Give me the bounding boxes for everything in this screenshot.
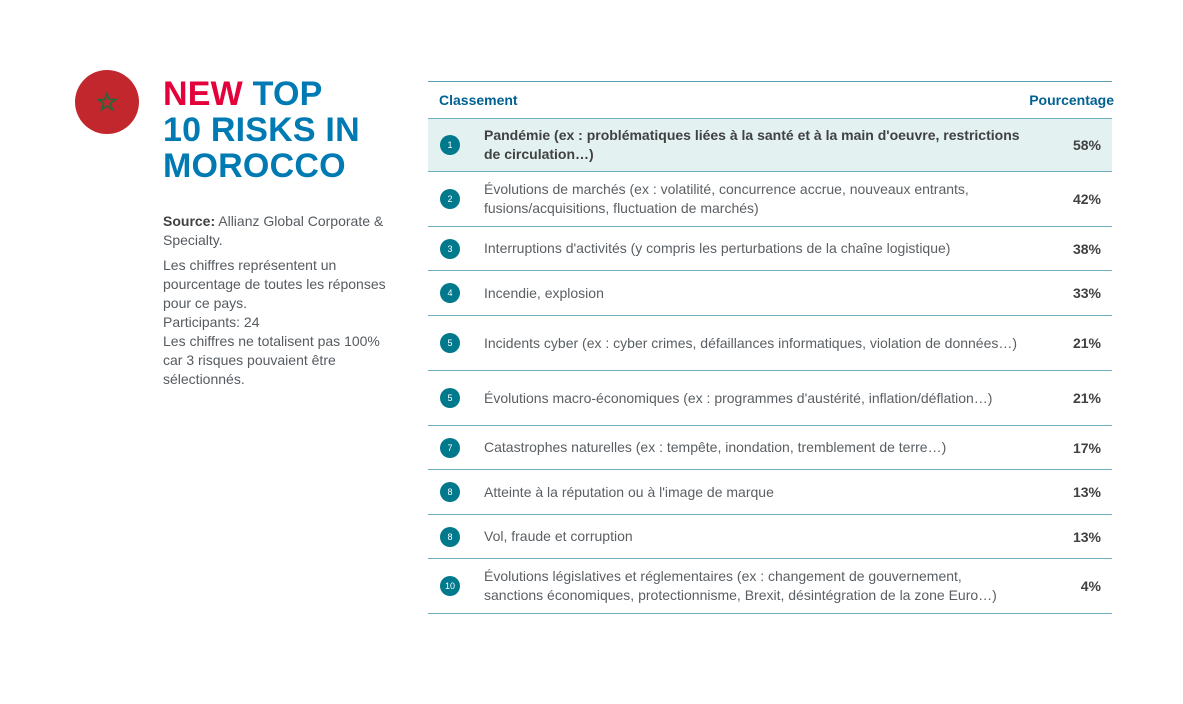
rank-badge: 3 bbox=[440, 239, 460, 259]
morocco-flag-icon bbox=[75, 70, 139, 134]
risk-label: Vol, fraude et corruption bbox=[484, 528, 633, 544]
risk-percentage: 21% bbox=[1072, 390, 1101, 406]
table-row bbox=[428, 315, 1112, 370]
note-participants: Participants: 24 bbox=[163, 314, 260, 330]
rank-badge: 10 bbox=[440, 576, 460, 596]
note-percentage: Les chiffres représentent un pourcentage de toutes les réponses pour ce pays. bbox=[163, 257, 386, 311]
risk-percentage: 4% bbox=[1080, 578, 1101, 594]
source-text: Allianz Global Corporate & Specialty. bbox=[163, 213, 384, 248]
risk-table bbox=[428, 81, 1112, 614]
rank-badge: 5 bbox=[440, 333, 460, 353]
risk-percentage: 33% bbox=[1072, 285, 1101, 301]
table-row bbox=[428, 226, 1112, 270]
rank-badge: 1 bbox=[440, 135, 460, 155]
table-row bbox=[428, 558, 1112, 614]
rank-badge: 7 bbox=[440, 438, 460, 458]
risk-label: Catastrophes naturelles (ex : tempête, inondation, tremblement de terre…) bbox=[484, 439, 947, 455]
risk-label: Évolutions législatives et réglementaires (ex : changement de gouvernement, sanctions économiques, protectionnisme, Brexit, désintégration de la zone Euro…) bbox=[484, 568, 997, 603]
rank-badge: 8 bbox=[440, 482, 460, 502]
header-percentage: Pourcentage bbox=[1029, 92, 1114, 108]
table-row bbox=[428, 171, 1112, 226]
rank-badge: 2 bbox=[440, 189, 460, 209]
table-row bbox=[428, 370, 1112, 425]
risk-percentage: 21% bbox=[1072, 335, 1101, 351]
risk-label: Évolutions de marchés (ex : volatilité, concurrence accrue, nouveaux entrants, fusions/acquisitions, fluctuation de marchés) bbox=[484, 181, 969, 216]
page-title: NEW TOP 10 RISKS IN MOROCCO bbox=[163, 75, 360, 185]
pentagram-icon bbox=[97, 92, 117, 112]
table-row bbox=[428, 270, 1112, 315]
risk-percentage: 13% bbox=[1072, 528, 1101, 545]
risk-percentage: 13% bbox=[1072, 484, 1101, 500]
rank-badge: 8 bbox=[440, 527, 460, 547]
risk-percentage: 17% bbox=[1072, 439, 1101, 456]
risk-label: Incidents cyber (ex : cyber crimes, défaillances informatiques, violation de données…) bbox=[484, 334, 1018, 351]
note-total: Les chiffres ne totalisent pas 100% car 3 risques pouvaient être sélectionnés. bbox=[163, 333, 380, 387]
table-header bbox=[428, 82, 1112, 118]
header-rank: Classement bbox=[439, 92, 518, 108]
table-row bbox=[428, 425, 1112, 469]
risk-label: Atteinte à la réputation ou à l'image de marque bbox=[484, 483, 774, 500]
risk-percentage: 38% bbox=[1072, 240, 1101, 257]
risk-label: Interruptions d'activités (y compris les perturbations de la chaîne logistique) bbox=[484, 240, 951, 256]
risk-label: Évolutions macro-économiques (ex : programmes d'austérité, inflation/déflation…) bbox=[484, 389, 993, 406]
risk-label: Pandémie (ex : problématiques liées à la santé et à la main d'oeuvre, restrictions de circulation…) bbox=[484, 127, 1020, 162]
source-label: Source: bbox=[163, 213, 216, 229]
table-row bbox=[428, 469, 1112, 514]
table-row bbox=[428, 118, 1112, 171]
risk-percentage: 58% bbox=[1072, 137, 1101, 153]
risk-label: Incendie, explosion bbox=[484, 284, 604, 301]
risk-percentage: 42% bbox=[1072, 191, 1101, 207]
table-row bbox=[428, 514, 1112, 558]
rank-badge: 4 bbox=[440, 283, 460, 303]
source-block bbox=[163, 212, 403, 389]
rank-badge: 5 bbox=[440, 388, 460, 408]
